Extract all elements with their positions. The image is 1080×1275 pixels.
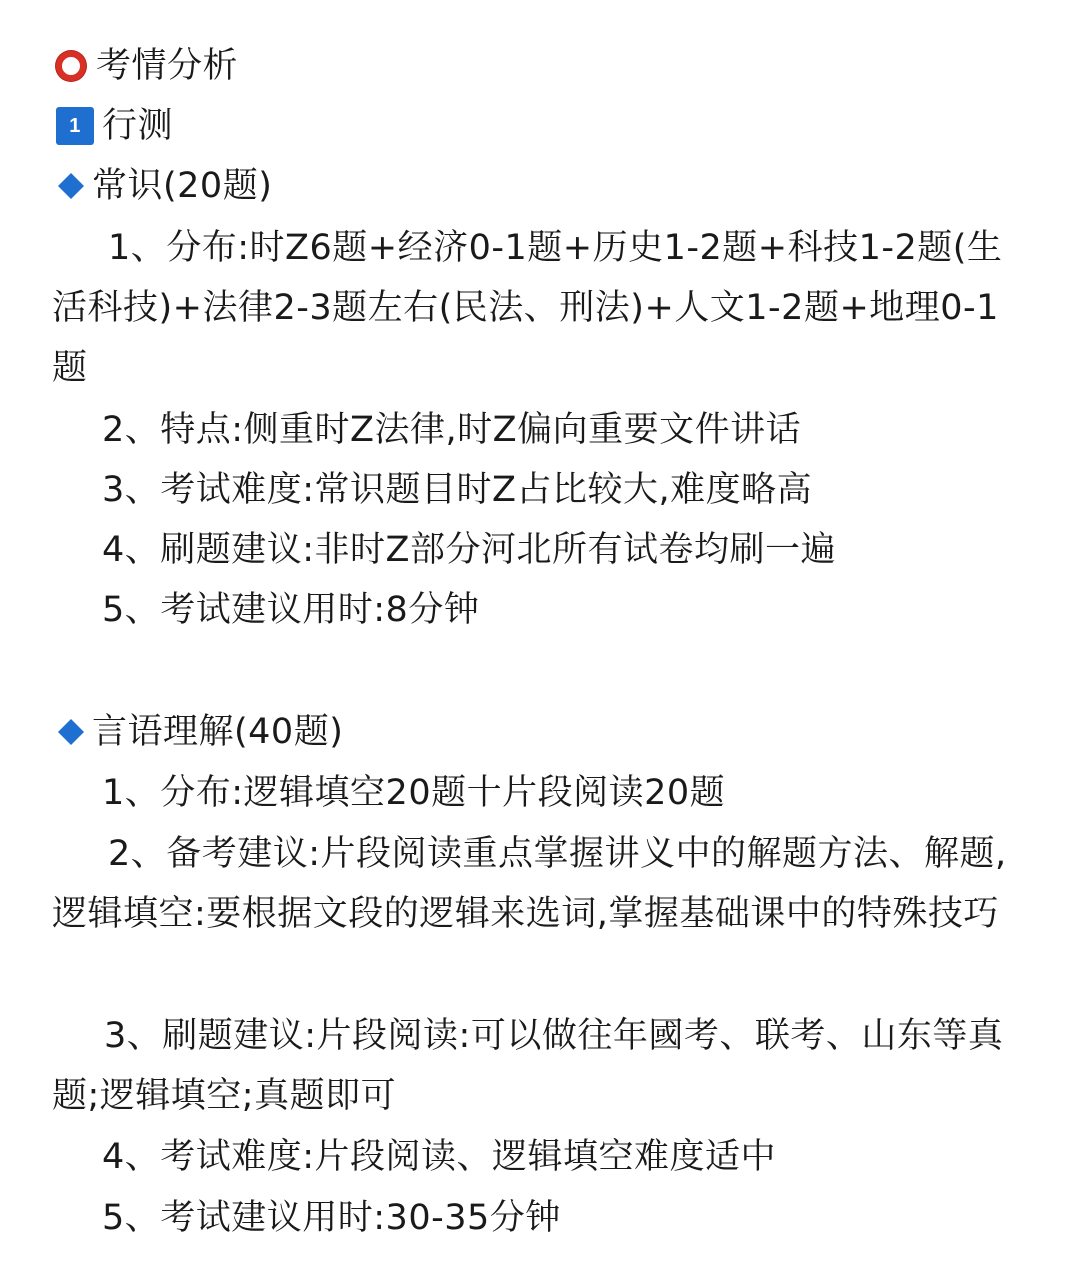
yanyu-item-1: 1、分布:逻辑填空20题十片段阅读20题 bbox=[102, 773, 726, 813]
red-ring-icon bbox=[56, 51, 86, 81]
yanyu-heading: 言语理解(40题) bbox=[92, 712, 344, 752]
changshi-heading-row bbox=[56, 156, 272, 216]
section-title: 行测 bbox=[102, 106, 174, 146]
changshi-item-4: 4、刷题建议:非时Z部分河北所有试卷均刷一遍 bbox=[102, 530, 837, 570]
page-title: 考情分析 bbox=[96, 46, 239, 86]
blue-diamond-icon bbox=[56, 171, 86, 201]
yanyu-item-5: 5、考试建议用时:30-35分钟 bbox=[102, 1198, 561, 1238]
changshi-item-1: 1、分布:时Z6题+经济0-1题+历史1-2题+科技1-2题(生活科技)+法律2-3题左右(民法、刑法)+人文1-2题+地理0-1题 bbox=[52, 228, 1003, 388]
changshi-heading: 常识(20题) bbox=[92, 166, 273, 206]
section-row bbox=[56, 96, 173, 156]
title-row bbox=[56, 36, 238, 96]
yanyu-item-3: 3、刷题建议:片段阅读:可以做往年國考、联考、山东等真题;逻辑填空;真题即可 bbox=[52, 1016, 1004, 1116]
yanyu-item-4: 4、考试难度:片段阅读、逻辑填空难度适中 bbox=[102, 1137, 777, 1177]
blue-diamond-icon bbox=[56, 717, 86, 747]
changshi-item-3: 3、考试难度:常识题目时Z占比较大,难度略高 bbox=[102, 470, 813, 510]
yanyu-item-2: 2、备考建议:片段阅读重点掌握讲义中的解题方法、解题,逻辑填空:要根据文段的逻辑来选词,掌握基础课中的特殊技巧 bbox=[52, 834, 1007, 934]
number-one-box-icon: 1 bbox=[56, 107, 94, 145]
yanyu-heading-row bbox=[56, 702, 343, 762]
changshi-item-2: 2、特点:侧重时Z法律,时Z偏向重要文件讲话 bbox=[102, 410, 802, 450]
changshi-item-5: 5、考试建议用时:8分钟 bbox=[102, 590, 480, 630]
